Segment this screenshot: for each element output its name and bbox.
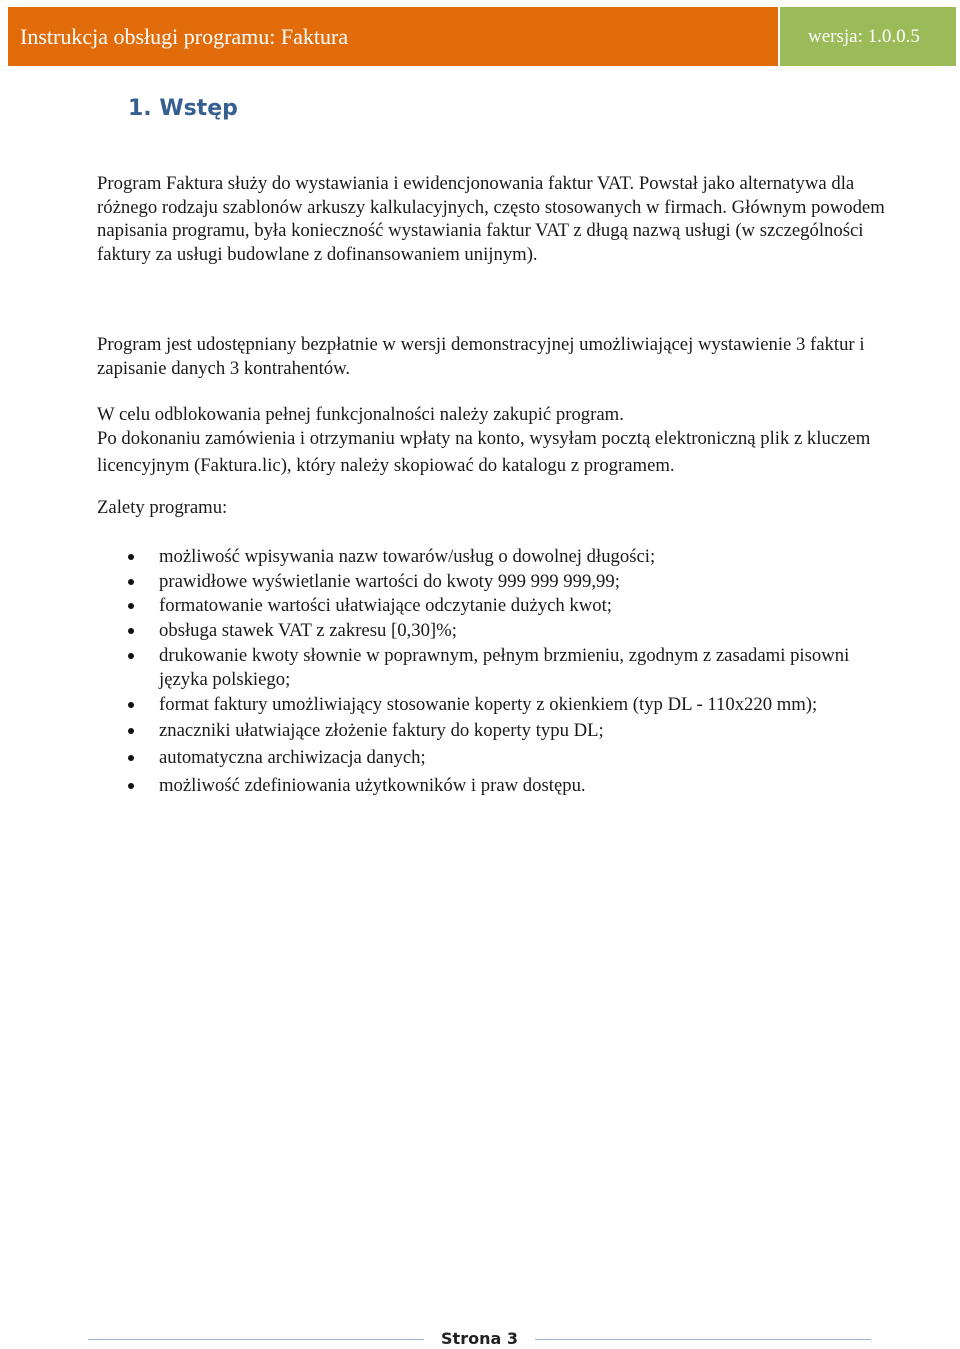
list-item-text: znaczniki ułatwiające złożenie faktury do koperty typu DL;: [159, 719, 604, 741]
list-item: [97, 594, 887, 618]
list-item: [97, 746, 887, 770]
header-title-bar: [8, 7, 778, 66]
list-item-text: automatyczna archiwizacja danych;: [159, 747, 426, 768]
bullet-icon: [128, 702, 134, 708]
bullet-icon: [128, 783, 134, 789]
list-item: [97, 619, 887, 643]
section-heading: 1. Wstęp: [128, 96, 238, 121]
list-item-text: obsługa stawek VAT z zakresu [0,30]%;: [159, 619, 457, 641]
list-item: [97, 693, 887, 717]
bullet-icon: [128, 628, 134, 634]
footer-rule-left: [88, 1339, 424, 1340]
bullet-icon: [128, 653, 134, 659]
list-item-text: możliwość wpisywania nazw towarów/usług o dowolnej długości;: [159, 546, 656, 567]
list-item: [97, 545, 887, 569]
version-label: wersja: 1.0.0.5: [808, 26, 920, 47]
footer-rule-right: [535, 1339, 871, 1340]
bullet-icon: [128, 554, 134, 560]
list-item-text: możliwość zdefiniowania użytkowników i praw dostępu.: [159, 774, 586, 796]
advantages-heading: Zalety programu:: [97, 497, 228, 518]
page-number: Strona 3: [441, 1329, 518, 1348]
document-title: Instrukcja obsługi programu: Faktura: [20, 24, 349, 49]
license-paragraph: Po dokonaniu zamówienia i otrzymaniu wpłaty na konto, wysyłam pocztą elektroniczną plik z kluczem licencyjnym (Faktura.lic), który należy skopiować do katalogu z programem.: [97, 428, 871, 476]
list-item: [97, 719, 887, 743]
unlock-paragraph: W celu odblokowania pełnej funkcjonalności należy zakupić program.: [97, 404, 624, 425]
header-version-bar: [780, 7, 956, 66]
list-item-text: drukowanie kwoty słownie w poprawnym, pełnym brzmieniu, zgodnym z zasadami pisowni języka polskiego;: [159, 645, 850, 690]
bullet-icon: [128, 579, 134, 585]
features-list: [97, 545, 887, 797]
bullet-icon: [128, 603, 134, 609]
list-item-text: prawidłowe wyświetlanie wartości do kwoty 999 999 999,99;: [159, 570, 620, 592]
demo-paragraph: Program jest udostępniany bezpłatnie w wersji demonstracyjnej umożliwiającej wystawienie 3 faktur i zapisanie danych 3 kontrahentów.: [97, 334, 865, 379]
list-item: [97, 570, 887, 594]
list-item-text: format faktury umożliwiający stosowanie koperty z okienkiem (typ DL - 110x220 mm);: [159, 694, 818, 715]
list-item-text: formatowanie wartości ułatwiające odczytanie dużych kwot;: [159, 595, 612, 616]
list-item: [97, 774, 887, 798]
intro-paragraph: Program Faktura służy do wystawiania i ewidencjonowania faktur VAT. Powstał jako alternatywa dla różnego rodzaju szablonów arkuszy kalkulacyjnych, często stosowanych w firmach. Głównym powodem napisania programu, była konieczność wystawiania faktur VAT z długą nazwą usługi (w szczególności faktury za usługi budowlane z dofinansowaniem unijnym).: [97, 173, 885, 265]
bullet-icon: [128, 728, 134, 734]
list-item: [97, 644, 887, 691]
bullet-icon: [128, 755, 134, 761]
